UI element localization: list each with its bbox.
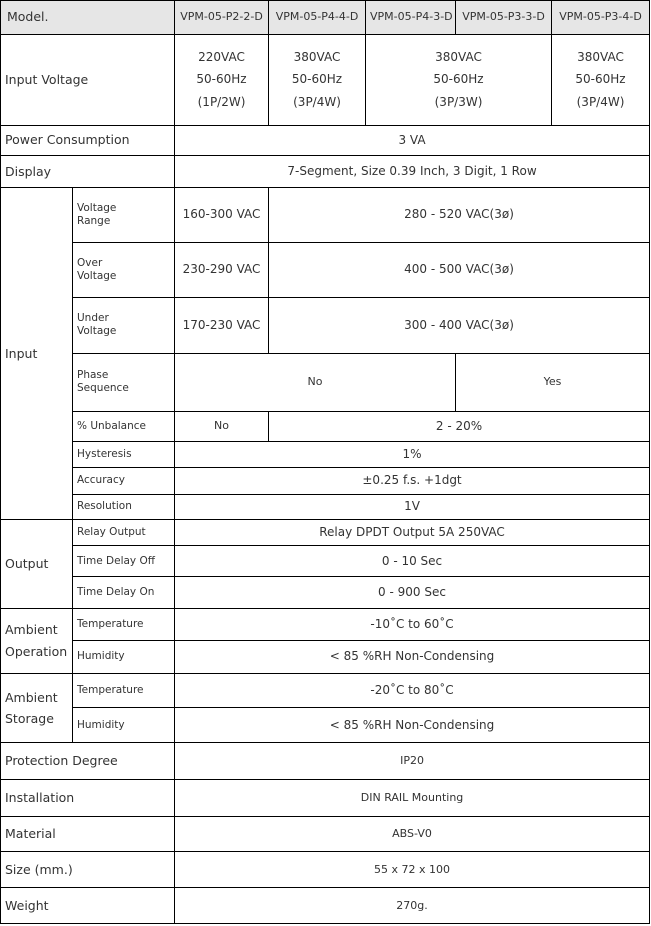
- model-col-5: VPM-05-P3-4-D: [552, 1, 650, 35]
- hysteresis-label: Hysteresis: [73, 441, 175, 467]
- relay-output-label: Relay Output: [73, 519, 175, 545]
- under-voltage-value-1: 170-230 VAC: [175, 297, 269, 353]
- time-delay-off-row: [1, 545, 650, 576]
- over-voltage-value-2: 400 - 500 VAC(3ø): [269, 242, 650, 297]
- over-voltage-row: [1, 242, 650, 297]
- unbalance-value-1: No: [175, 411, 269, 441]
- phase-sequence-value-2: Yes: [456, 354, 650, 411]
- protection-degree-row: [1, 742, 650, 779]
- ambient-operation-humidity-value: < 85 %RH Non-Condensing: [175, 641, 650, 674]
- ambient-operation-temperature-row: [1, 608, 650, 641]
- accuracy-row: [1, 467, 650, 494]
- resolution-label: Resolution: [73, 494, 175, 519]
- material-label: Material: [1, 816, 175, 852]
- under-voltage-label: Under Voltage: [73, 297, 175, 353]
- phase-sequence-value-1: No: [175, 354, 456, 411]
- weight-value: 270g.: [175, 888, 650, 924]
- under-voltage-value-2: 300 - 400 VAC(3ø): [269, 297, 650, 353]
- time-delay-on-row: [1, 577, 650, 608]
- ambient-storage-temperature-value: -20˚C to 80˚C: [175, 673, 650, 708]
- ambient-storage-humidity-value: < 85 %RH Non-Condensing: [175, 708, 650, 743]
- installation-row: [1, 779, 650, 816]
- ambient-operation-temperature-label: Temperature: [73, 608, 175, 641]
- material-value: ABS-V0: [175, 816, 650, 852]
- installation-label: Installation: [1, 779, 175, 816]
- protection-degree-label: Protection Degree: [1, 742, 175, 779]
- time-delay-off-label: Time Delay Off: [73, 545, 175, 576]
- output-group-label: Output: [1, 519, 73, 608]
- ambient-storage-label: Ambient Storage: [1, 673, 73, 742]
- input-voltage-label: Input Voltage: [1, 34, 175, 125]
- hysteresis-row: [1, 441, 650, 467]
- model-col-3: VPM-05-P4-3-D: [366, 1, 456, 35]
- unbalance-row: [1, 411, 650, 441]
- input-voltage-col-3-4: 380VAC 50-60Hz (3P/3W): [366, 34, 552, 125]
- ambient-operation-label: Ambient Operation: [1, 608, 73, 673]
- resolution-row: [1, 494, 650, 519]
- phase-sequence-label: Phase Sequence: [73, 354, 175, 411]
- over-voltage-label: Over Voltage: [73, 242, 175, 297]
- display-row: [1, 155, 650, 188]
- header-row: [1, 1, 650, 35]
- power-consumption-label: Power Consumption: [1, 125, 175, 155]
- time-delay-off-value: 0 - 10 Sec: [175, 545, 650, 576]
- size-value: 55 x 72 x 100: [175, 852, 650, 888]
- under-voltage-row: [1, 297, 650, 353]
- ambient-storage-humidity-label: Humidity: [73, 708, 175, 743]
- input-voltage-col-2: 380VAC 50-60Hz (3P/4W): [269, 34, 366, 125]
- ambient-storage-temperature-label: Temperature: [73, 673, 175, 708]
- model-col-2: VPM-05-P4-4-D: [269, 1, 366, 35]
- voltage-range-value-2: 280 - 520 VAC(3ø): [269, 188, 650, 242]
- protection-degree-value: IP20: [175, 742, 650, 779]
- display-value: 7-Segment, Size 0.39 Inch, 3 Digit, 1 Row: [175, 155, 650, 188]
- input-group-label: Input: [1, 188, 73, 519]
- display-label: Display: [1, 155, 175, 188]
- power-consumption-value: 3 VA: [175, 125, 650, 155]
- relay-output-row: [1, 519, 650, 545]
- relay-output-value: Relay DPDT Output 5A 250VAC: [175, 519, 650, 545]
- ambient-operation-temperature-value: -10˚C to 60˚C: [175, 608, 650, 641]
- over-voltage-value-1: 230-290 VAC: [175, 242, 269, 297]
- ambient-storage-temperature-row: [1, 673, 650, 708]
- time-delay-on-label: Time Delay On: [73, 577, 175, 608]
- installation-value: DIN RAIL Mounting: [175, 779, 650, 816]
- time-delay-on-value: 0 - 900 Sec: [175, 577, 650, 608]
- weight-row: [1, 888, 650, 924]
- ambient-storage-humidity-row: [1, 708, 650, 743]
- model-col-4: VPM-05-P3-3-D: [456, 1, 552, 35]
- weight-label: Weight: [1, 888, 175, 924]
- input-voltage-row: [1, 34, 650, 125]
- voltage-range-label: Voltage Range: [73, 188, 175, 242]
- power-consumption-row: [1, 125, 650, 155]
- ambient-operation-humidity-label: Humidity: [73, 641, 175, 674]
- unbalance-value-2: 2 - 20%: [269, 411, 650, 441]
- resolution-value: 1V: [175, 494, 650, 519]
- accuracy-label: Accuracy: [73, 467, 175, 494]
- phase-sequence-row: [1, 354, 650, 411]
- size-row: [1, 852, 650, 888]
- size-label: Size (mm.): [1, 852, 175, 888]
- material-row: [1, 816, 650, 852]
- input-voltage-col-1: 220VAC 50-60Hz (1P/2W): [175, 34, 269, 125]
- unbalance-label: % Unbalance: [73, 411, 175, 441]
- ambient-operation-humidity-row: [1, 641, 650, 674]
- model-col-1: VPM-05-P2-2-D: [175, 1, 269, 35]
- hysteresis-value: 1%: [175, 441, 650, 467]
- accuracy-value: ±0.25 f.s. +1dgt: [175, 467, 650, 494]
- voltage-range-row: [1, 188, 650, 242]
- input-voltage-col-5: 380VAC 50-60Hz (3P/4W): [552, 34, 650, 125]
- model-label: Model.: [1, 1, 175, 35]
- voltage-range-value-1: 160-300 VAC: [175, 188, 269, 242]
